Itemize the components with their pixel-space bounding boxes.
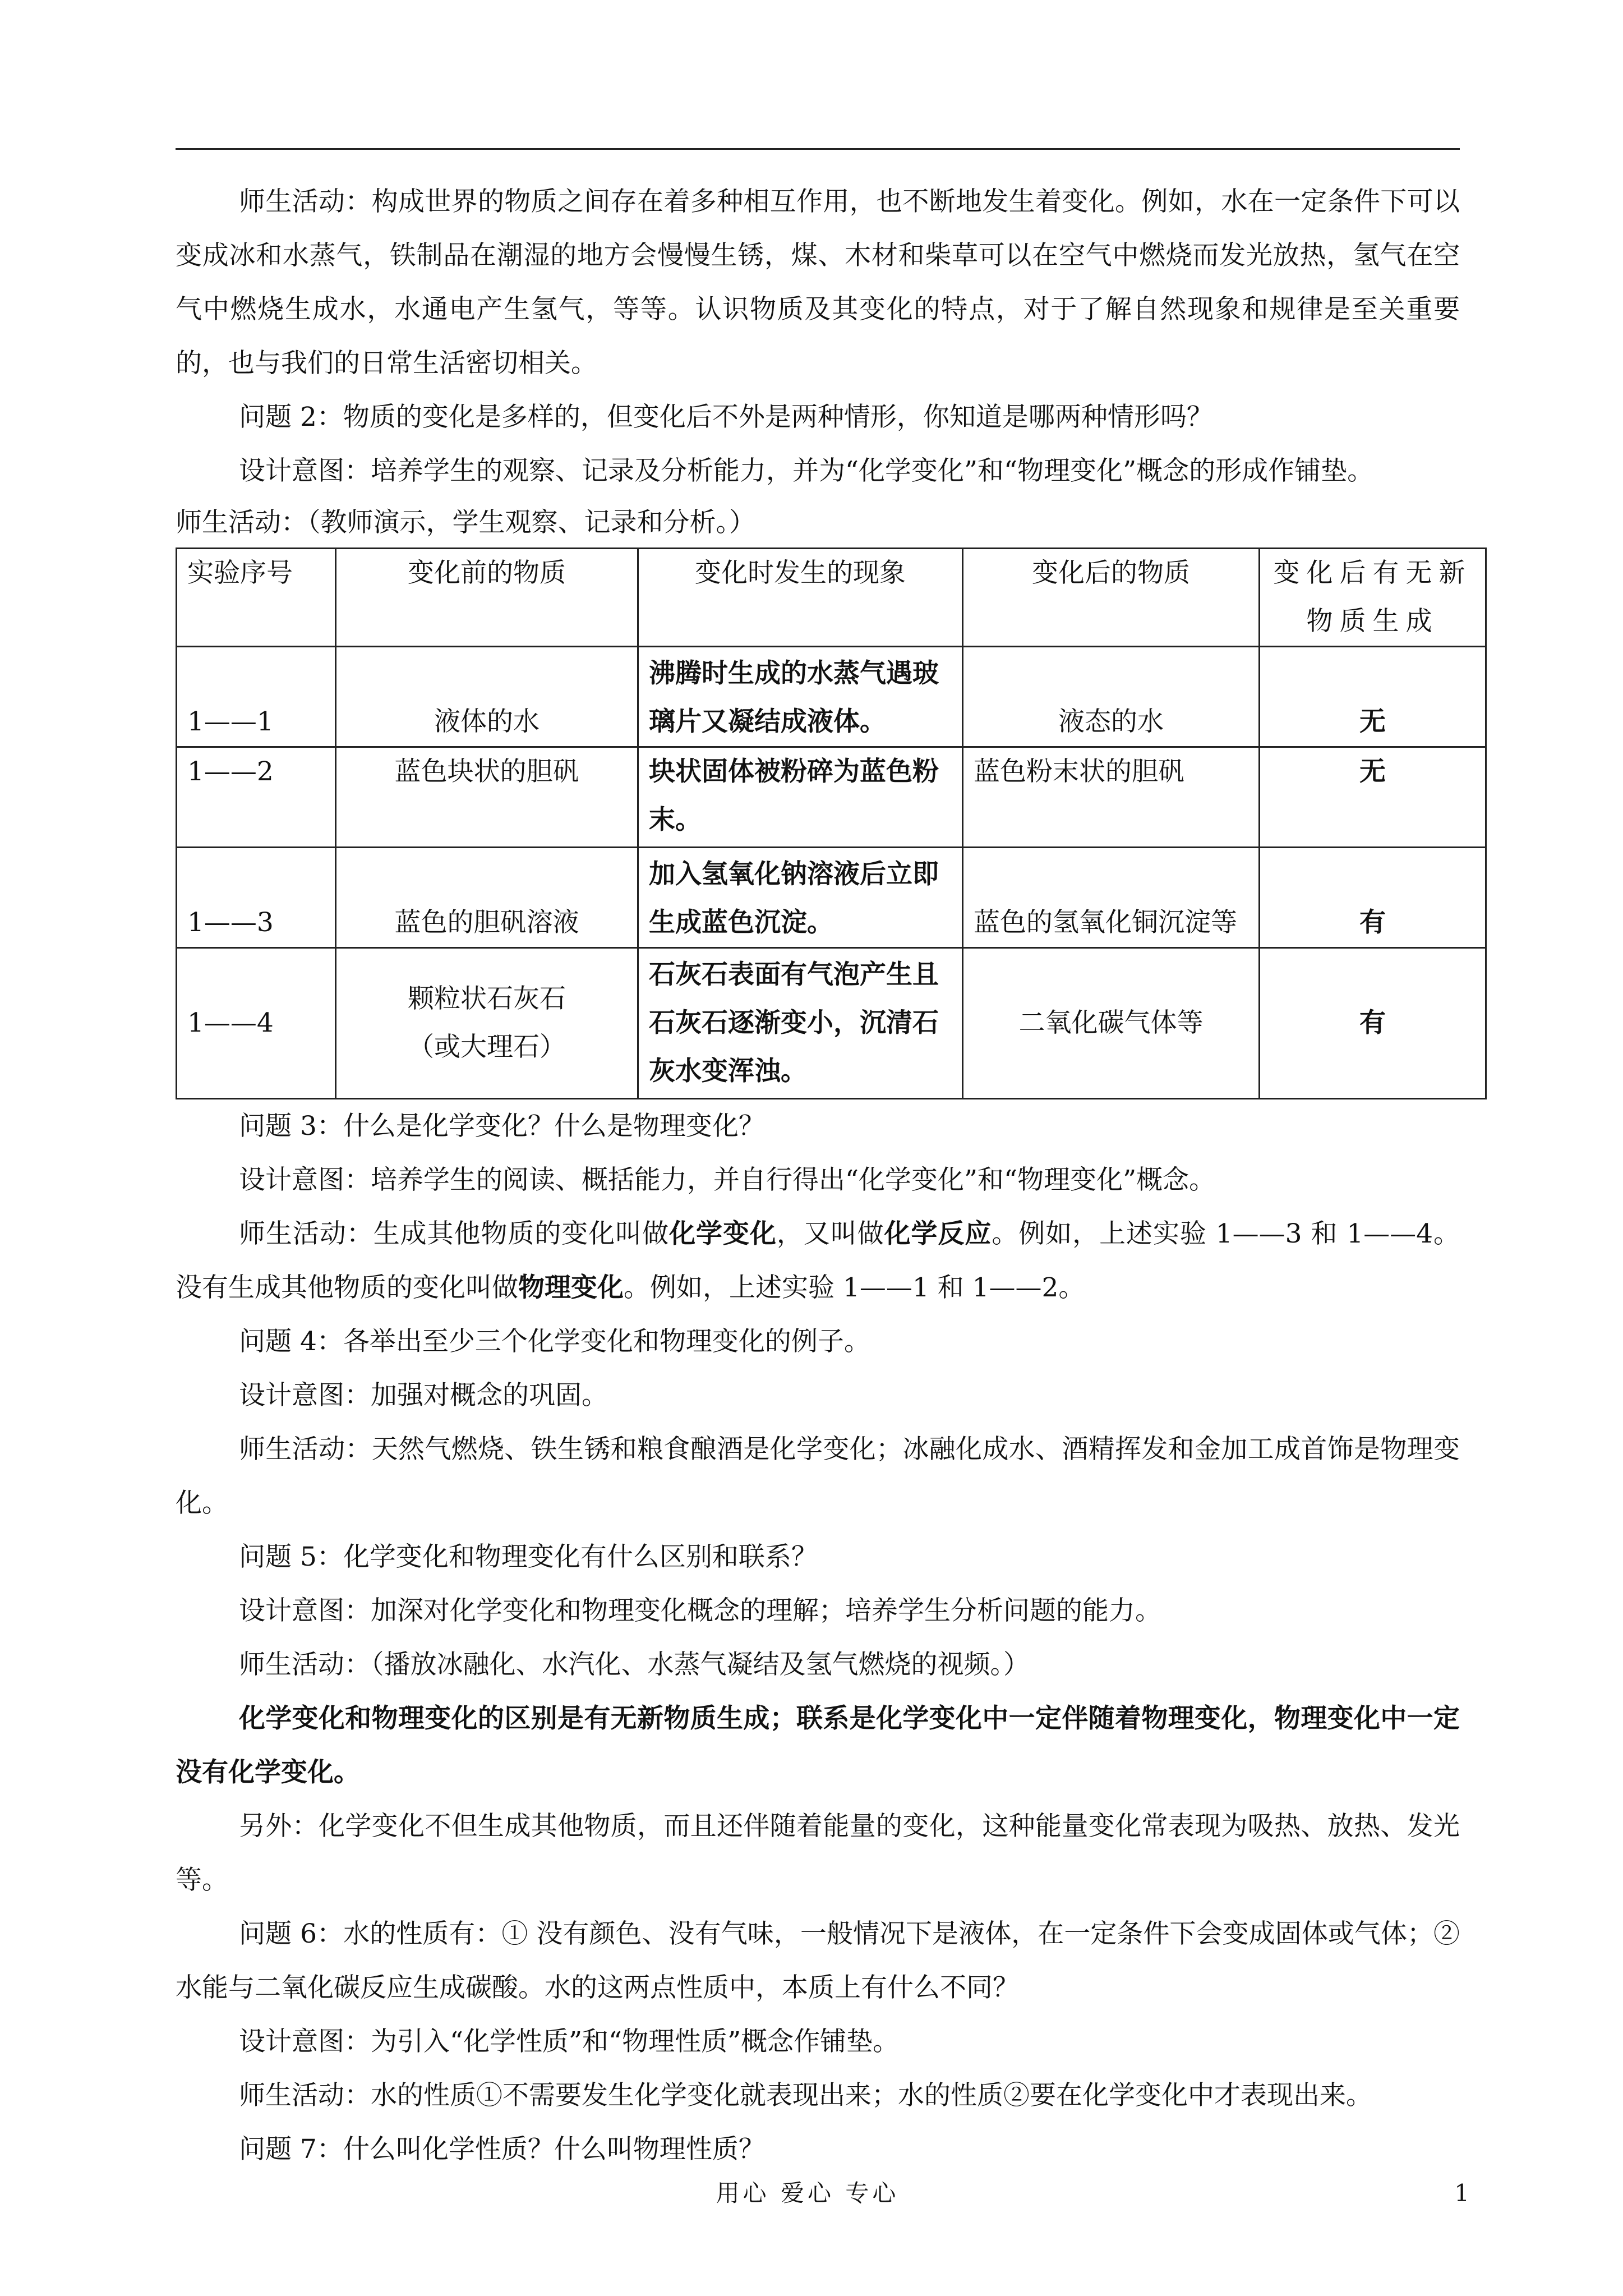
paragraph-question-6: 问题 6：水的性质有：① 没有颜色、没有气味，一般情况下是液体，在一定条件下会变成固体或气体；② 水能与二氧化碳反应生成碳酸。水的这两点性质中，本质上有什么不同？ — [176, 1918, 1460, 2003]
new-substance-cell: 有 — [1260, 848, 1486, 948]
before-cell: 蓝色块状的胆矾 — [336, 747, 638, 848]
paragraph-teacher-activity-4: 师生活动：天然气燃烧、铁生锈和粮食酿酒是化学变化；冰融化成水、酒精挥发和金加工成首饰是物理变化。 — [176, 1434, 1460, 1519]
new-substance-cell: 无 — [1260, 647, 1486, 747]
after-cell: 蓝色的氢氧化铜沉淀等 — [963, 848, 1260, 948]
table-intro: 师生活动：（教师演示，学生观察、记录和分析。） — [176, 507, 755, 538]
term-physical-change: 物理变化 — [518, 1272, 624, 1303]
text-span: 。例如，上述实验 1——1 和 1——2。 — [624, 1272, 1085, 1303]
paragraph-teacher-activity-1: 师生活动：构成世界的物质之间存在着多种相互作用，也不断地发生着变化。例如，水在一定条件下可以变成冰和水蒸气，铁制品在潮湿的地方会慢慢生锈，煤、木材和柴草可以在空气中燃烧而发光放热，氢气在空气中燃烧生成水，水通电产生氢气，等等。认识物质及其变化的特点，对于了解自然现象和规律是至关重要的，也与我们的日常生活密切相关。 — [176, 186, 1460, 379]
phenomenon-cell: 块状固体被粉碎为蓝色粉末。 — [638, 747, 963, 848]
paragraph-question-7: 问题 7：什么叫化学性质？什么叫物理性质？ — [239, 2134, 765, 2165]
text-span: 。例如，上述实验 1——3 和 1——4。没有生成其他物质的变化叫做 — [176, 1218, 1460, 1303]
experiment-id-cell: 1——3 — [177, 848, 336, 948]
experiment-table — [176, 547, 1487, 1099]
before-cell: 液体的水 — [336, 647, 638, 747]
after-cell: 二氧化碳气体等 — [963, 948, 1260, 1099]
table-row — [177, 848, 1486, 948]
table-header-cell: 变化时发生的现象 — [638, 549, 963, 647]
table-row — [177, 747, 1486, 848]
paragraph-conclusion: 化学变化和物理变化的区别是有无新物质生成；联系是化学变化中一定伴随着物理变化，物理变化中一定没有化学变化。 — [176, 1703, 1460, 1788]
paragraph-design-intent-4: 设计意图：加强对概念的巩固。 — [239, 1380, 608, 1411]
paragraph-question-5: 问题 5：化学变化和物理变化有什么区别和联系？ — [239, 1542, 818, 1572]
paragraph-question-4: 问题 4：各举出至少三个化学变化和物理变化的例子。 — [239, 1326, 870, 1357]
after-cell: 液态的水 — [963, 647, 1260, 747]
paragraph-teacher-activity-6: 师生活动：水的性质①不需要发生化学变化就表现出来；水的性质②要在化学变化中才表现出来。 — [239, 2080, 1372, 2111]
before-cell — [336, 948, 638, 1099]
paragraph-question-2: 问题 2：物质的变化是多样的，但变化后不外是两种情形，你知道是哪两种情形吗？ — [239, 402, 1213, 432]
after-cell: 蓝色粉末状的胆矾 — [963, 747, 1260, 848]
experiment-id-cell: 1——4 — [177, 948, 336, 1099]
before-cell: 蓝色的胆矾溶液 — [336, 848, 638, 948]
phenomenon-cell: 石灰石表面有气泡产生且石灰石逐渐变小，沉清石灰水变浑浊。 — [638, 948, 963, 1099]
table-header-cell: 变化前的物质 — [336, 549, 638, 647]
header-rule — [176, 148, 1460, 150]
paragraph-question-3: 问题 3：什么是化学变化？什么是物理变化？ — [239, 1111, 765, 1142]
table-header-cell: 实验序号 — [177, 549, 336, 647]
phenomenon-cell: 加入氢氧化钠溶液后立即生成蓝色沉淀。 — [638, 848, 963, 948]
paragraph-design-intent-5: 设计意图：加深对化学变化和物理变化概念的理解；培养学生分析问题的能力。 — [239, 1595, 1161, 1626]
new-substance-cell: 有 — [1260, 948, 1486, 1099]
table-header-cell: 变化后的物质 — [963, 549, 1260, 647]
paragraph-design-intent-6: 设计意图：为引入“化学性质”和“物理性质”概念作铺垫。 — [239, 2026, 900, 2057]
text-span: 师生活动：生成其他物质的变化叫做 — [239, 1218, 670, 1249]
document-body — [176, 175, 1472, 2177]
page-number: 1 — [1454, 2179, 1469, 2207]
experiment-id-cell: 1——1 — [177, 647, 336, 747]
paragraph-teacher-activity-5: 师生活动：（播放冰融化、水汽化、水蒸气凝结及氢气燃烧的视频。） — [239, 1649, 1030, 1680]
table-row — [177, 647, 1486, 747]
paragraph-design-intent-3: 设计意图：培养学生的阅读、概括能力，并自行得出“化学变化”和“物理变化”概念。 — [239, 1165, 1216, 1195]
phenomenon-cell: 沸腾时生成的水蒸气遇玻璃片又凝结成液体。 — [638, 647, 963, 747]
table-header-row — [177, 549, 1486, 647]
new-substance-cell: 无 — [1260, 747, 1486, 848]
term-chemical-change: 化学变化 — [669, 1218, 777, 1249]
paragraph-note: 另外：化学变化不但生成其他物质，而且还伴随着能量的变化，这种能量变化常表现为吸热、放热、发光等。 — [176, 1811, 1460, 1895]
paragraph-design-intent-2: 设计意图：培养学生的观察、记录及分析能力，并为“化学变化”和“物理变化”概念的形成作铺垫。 — [239, 455, 1374, 486]
before-cell-line: 颗粒状石灰石 — [408, 983, 566, 1014]
table-row — [177, 948, 1486, 1099]
text-span: ，又叫做 — [776, 1218, 884, 1249]
paragraph-teacher-activity-3 — [176, 1207, 1460, 1315]
experiment-id-cell: 1——2 — [177, 747, 336, 848]
table-header-cell: 变化后有无新物质生成 — [1260, 549, 1486, 647]
before-cell-line: （或大理石） — [408, 1032, 566, 1062]
footer-text: 用心 爱心 专心 — [716, 2179, 900, 2207]
term-chemical-reaction: 化学反应 — [884, 1218, 992, 1249]
